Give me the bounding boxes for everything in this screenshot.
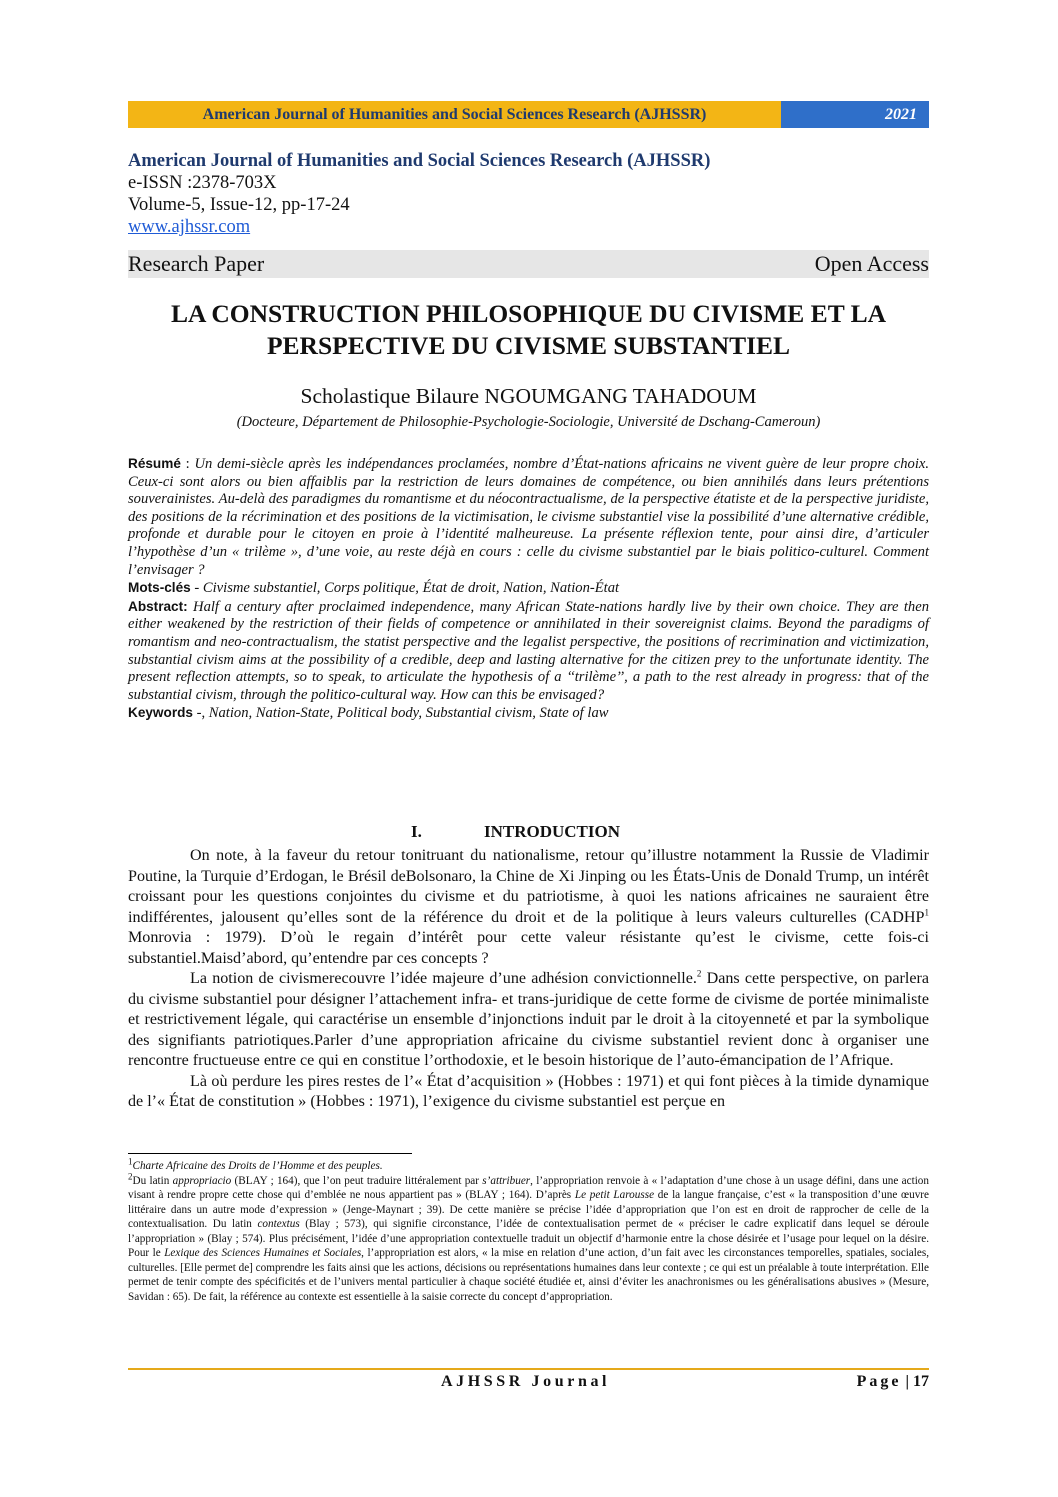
- fn2-text-e: (Blay ; 573), qui signifie circonstance, l’idée de contextualisation permet de « préciser le cadre explicatif dans lequel se déroule l’appropriation » (Blay ; 574). Plus précisément, l’idée d’une appropriation contextuelle traduit un objectif d’harmonie entre la chose désirée et l’usage pour lequel on la désire. Pour le: [128, 1218, 929, 1259]
- keywords-sep: -,: [192, 705, 209, 722]
- access-type: Open Access: [814, 251, 929, 276]
- keywords-paragraph: [128, 704, 929, 723]
- footnotes: [128, 1156, 929, 1304]
- page-separator: |: [901, 1373, 913, 1390]
- page-indicator: [857, 1373, 929, 1391]
- title-line-2: PERSPECTIVE DU CIVISME SUBSTANTIEL: [266, 331, 791, 360]
- p2-text-b: Dans cette perspective, on parlera du civisme substantiel pour désigner l’attachement infra- et trans-juridique de cette forme de civisme de portée minimaliste et restrictivement légale, qui caractérise un ensemble d’injonctions induit par le droit à la citoyenneté et par la symbolique des signifiants patriotiques.Parler d’une appropriation africaine du civisme substantiel revient donc à organiser une rencontre fructueuse entre ce qui en constitue l’orthodoxie, et le besoin historique de l’auto-émancipation de l’Afrique.: [128, 970, 929, 1069]
- section-number: I.: [411, 822, 422, 841]
- masthead-volume: Volume-5, Issue-12, pp-17-24: [128, 195, 350, 215]
- resume-text: Un demi-siècle après les indépendances proclamées, nombre d’État-nations africains ne vivent guère de leur propre choix. Ceux-ci sont alors ou bien affaiblis par la restriction de leurs domaines de compétence, ou bien annihilés dans leurs prétentions souverainistes. Au-delà des paradigmes du romantisme et du néocontractualisme, de la perspective étatiste et de la perspective juridiste, des positions de la récrimination et des positions de la victimisation, le civisme substantiel vise la possibilité d’une alternative crédible, profonde et durable pour le citoyen en proie à l’identité malheureuse. La présente réflexion tente, pour ainsi dire, d’articuler l’hypothèse d’un « trilème », d’une voie, au reste déjà en cours : celle du civisme substantiel par le biais politico-culturel. Comment l’envisager ?: [128, 456, 929, 578]
- mots-cles-text: Civisme substantiel, Corps politique, État de droit, Nation, Nation-État: [202, 580, 620, 597]
- abstract-block: [128, 455, 929, 723]
- fn2-text-b: (BLAY ; 164), que l’on peut traduire littéralement par: [231, 1174, 483, 1187]
- p2-text-a: La notion de civismerecouvre l’idée majeure d’une adhésion convictionnelle.: [190, 970, 697, 987]
- fn2-term-larousse: Le petit Larousse: [574, 1189, 655, 1201]
- abstract-text: Half a century after proclaimed independence, many African State-nations hardly live by their own choice. They are then either weakened by the restriction of their fields of competence or annihilated in their sovereignist claims. Beyond the paradigms of romantism and neo-contractualism, the statist perspective and the legalist perspective, the positions of recrimination and victimization, substantial civism aims at the possibility of a credible, deep and lasting alternative for the citizen prey to the unfortunate identity. The present reflection attempts, so to speak, to articulate the hypothesis of a ‘‘trilème’’, a path to the rest already in progress: that of the substantial civism, through the politico-cultural way. How can this be envisaged?: [128, 598, 929, 703]
- paper-type-bar: [128, 250, 929, 278]
- header-year: 2021: [781, 101, 929, 128]
- resume-sep: :: [180, 456, 195, 472]
- fn2-text-d: de la langue française, c’est « la transposition d’une œuvre littéraire dans un autre mode d’expression » (Jenge-Maynart ; 39). De cette manière se précise l’idée d’appropriation que l’on est en droit de rapprocher de celle de la contextualisation. Du latin: [128, 1189, 929, 1230]
- fn2-term-contextus: contextus: [257, 1218, 300, 1230]
- running-header: [128, 101, 929, 128]
- fn2-text-a: Du latin: [132, 1174, 173, 1187]
- author-name: Scholastique Bilaure NGOUMGANG TAHADOUM: [300, 384, 757, 408]
- page-footer: [128, 1373, 929, 1397]
- mots-cles-sep: -: [190, 580, 203, 597]
- p1-text-a: On note, à la faveur du retour tonitruant du nationalisme, retour qu’illustre notamment la Russie de Vladimir Poutine, la Turquie d’Erdogan, le Brésil deBolsonaro, la Chine de Xi Jinping ou les États-Unis de Donald Trump, un intérêt croissant pour les questions conjointes du civisme et du patriotisme, à quoi les nations africaines ne sauraient être indifférentes, jalousent qu’elles sont de la référence du droit et de la politique à leurs valeurs culturelles (CADHP: [128, 847, 929, 926]
- page-number: 17: [913, 1373, 929, 1390]
- fn2-text-f: , l’appropriation est alors, « la mise en relation d’une action, d’un fait avec les circonstances temporelles, spatiales, sociales, culturelles. [Elle permet de] comprendre les faits ainsi que les actions, décisions ou représentations humaines dans leur contexte ; ce qui est un préalable à toute interprétation. Elle permet de tenir compte des spécificités et de l’univers mental particulier à chaque société étudiée et, ainsi d’éviter les anachronismes ou les généralisations abusives » (Mesure, Savidan : 65). De fait, la référence au contexte est essentielle à la saisie correcte du concept d’appropriation.: [128, 1247, 929, 1303]
- mots-cles-paragraph: [128, 579, 929, 598]
- keywords-text: Nation, Nation-State, Political body, Substantial civism, State of law: [208, 705, 609, 722]
- footnote-ref-2[interactable]: 2: [696, 968, 702, 979]
- abstract-paragraph: [128, 598, 929, 705]
- footer-divider: [128, 1368, 929, 1370]
- masthead-issn: e-ISSN :2378-703X: [128, 173, 277, 193]
- header-journal-title: American Journal of Humanities and Social Sciences Research (AJHSSR): [128, 101, 781, 128]
- fn2-term-lexique: Lexique des Sciences Humaines et Sociales: [164, 1247, 362, 1259]
- masthead-journal: American Journal of Humanities and Social Sciences Research (AJHSSR): [128, 151, 711, 171]
- footer-journal: AJHSSR Journal: [441, 1373, 611, 1390]
- body-paragraph-2: [128, 969, 929, 1072]
- footnote-ref-1[interactable]: 1: [924, 907, 929, 918]
- body-paragraph-1: [128, 846, 929, 969]
- fn2-text-c: , l’appropriation renvoie à « l’adaptation d’une chose à un usage défini, dans une action visant à rendre propre cette chose qui d’emblée ne nous appartient pas » (BLAY ; 164). D’après: [128, 1174, 929, 1201]
- resume-paragraph: [128, 455, 929, 579]
- body-paragraph-3: Là où perdure les pires restes de l’« État d’acquisition » (Hobbes : 1971) et qui font pièces à la timide dynamique de l’« État de constitution » (Hobbes : 1971), l’exigence du civisme substantiel est perçue en: [128, 1072, 929, 1110]
- body-text: [128, 846, 929, 1113]
- footnote-divider: [128, 1153, 412, 1154]
- article-title: [128, 298, 929, 362]
- keywords-label: Keywords: [128, 705, 193, 721]
- footnote-1-number: 1: [128, 1156, 133, 1167]
- footnote-1: [128, 1156, 929, 1174]
- fn2-term-appropriacio: appropriacio: [172, 1174, 232, 1187]
- abstract-label: Abstract:: [128, 598, 188, 614]
- mots-cles-label: Mots-clés: [128, 580, 191, 596]
- page-label: Page: [856, 1373, 902, 1390]
- title-line-1: LA CONSTRUCTION PHILOSOPHIQUE DU CIVISME ET LA: [170, 299, 887, 328]
- author-affiliation: (Docteure, Département de Philosophie-Psychologie-Sociologie, Université de Dschang-Cameroun): [236, 414, 821, 430]
- footnote-2-number: 2: [128, 1170, 133, 1181]
- masthead: [128, 150, 929, 238]
- resume-label: Résumé: [128, 456, 181, 471]
- p1-text-b: Monrovia : 1979). D’où le regain d’intérêt pour cette valeur résistante qu’est le civisme, cette fois-ci substantiel.Maisd’abord, qu’entendre par ces concepts ?: [128, 929, 929, 967]
- section-title: INTRODUCTION: [484, 822, 621, 841]
- paper-type: Research Paper: [128, 251, 265, 276]
- footnote-2: [128, 1170, 929, 1305]
- footnote-1-text: Charte Africaine des Droits de l’Homme et des peuples.: [132, 1160, 383, 1172]
- fn2-term-attribuer: s’attribuer: [482, 1174, 531, 1187]
- website-link[interactable]: www.ajhssr.com: [128, 217, 251, 237]
